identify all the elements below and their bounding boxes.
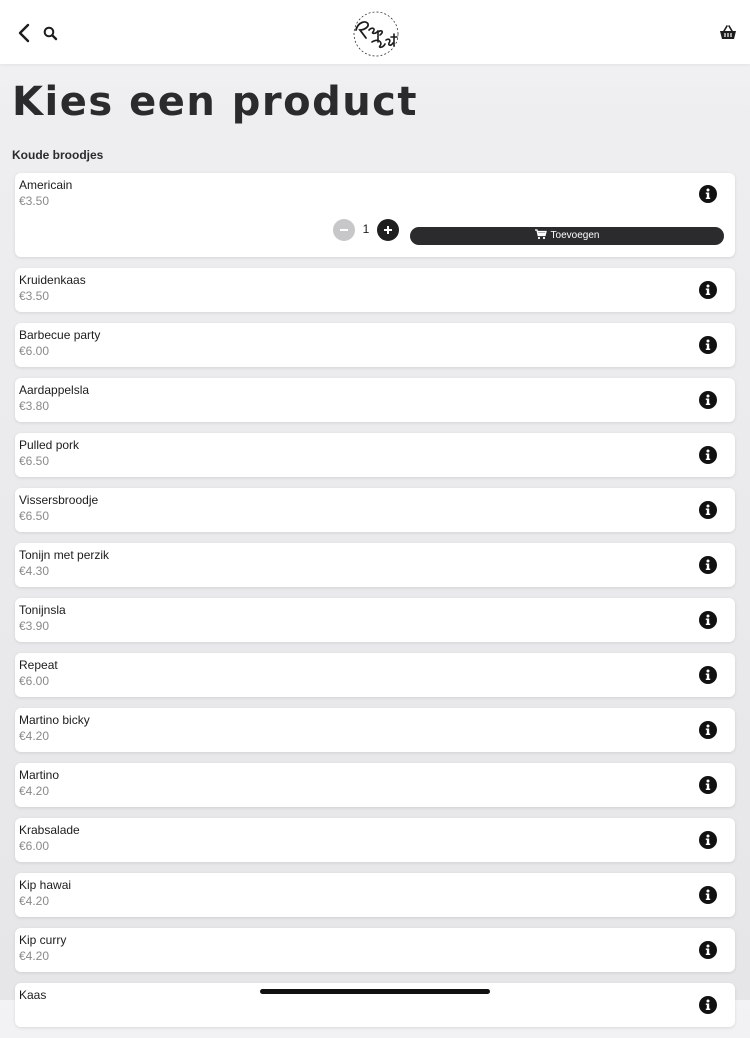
product-price: €3.80: [19, 399, 50, 413]
product-card[interactable]: [15, 173, 735, 257]
section-title: Koude broodjes: [12, 148, 104, 162]
info-icon[interactable]: [699, 336, 717, 354]
product-name: Tonijn met perzik: [19, 548, 110, 562]
search-icon[interactable]: [42, 25, 60, 43]
product-card[interactable]: [15, 323, 735, 367]
product-card[interactable]: [15, 598, 735, 642]
product-price: €4.30: [19, 564, 50, 578]
product-list: [15, 173, 735, 1038]
quantity-minus-button[interactable]: [333, 219, 355, 241]
product-name: Tonijnsla: [19, 603, 66, 617]
info-icon[interactable]: [699, 556, 717, 574]
info-icon[interactable]: [699, 185, 717, 203]
product-card[interactable]: [15, 653, 735, 697]
product-name: Kruidenkaas: [19, 273, 86, 287]
product-card[interactable]: [15, 378, 735, 422]
product-name: Barbecue party: [19, 328, 101, 342]
product-price: €4.20: [19, 784, 50, 798]
chevron-left-icon[interactable]: [14, 22, 34, 44]
product-card[interactable]: [15, 928, 735, 972]
product-name: Krabsalade: [19, 823, 80, 837]
basket-icon[interactable]: [718, 24, 738, 42]
product-card[interactable]: [15, 873, 735, 917]
product-price: €3.90: [19, 619, 50, 633]
product-card[interactable]: [15, 763, 735, 807]
product-name: Kaas: [19, 988, 47, 1002]
product-price: €6.50: [19, 454, 50, 468]
product-name: Kip hawai: [19, 878, 72, 892]
product-name: Kip curry: [19, 933, 67, 947]
info-icon[interactable]: [699, 281, 717, 299]
info-icon[interactable]: [699, 501, 717, 519]
product-card[interactable]: [15, 433, 735, 477]
product-name: Americain: [19, 178, 73, 192]
repeat-logo[interactable]: [350, 8, 402, 60]
add-to-cart-label: Toevoegen: [550, 230, 600, 241]
product-price: €6.00: [19, 344, 50, 358]
add-to-cart-button[interactable]: [410, 227, 724, 245]
info-icon[interactable]: [699, 996, 717, 1014]
info-icon[interactable]: [699, 446, 717, 464]
quantity-plus-button[interactable]: [377, 219, 399, 241]
home-indicator: [260, 989, 490, 994]
product-price: €6.00: [19, 839, 50, 853]
info-icon[interactable]: [699, 776, 717, 794]
product-name: Martino: [19, 768, 60, 782]
product-price: €4.20: [19, 949, 50, 963]
info-icon[interactable]: [699, 831, 717, 849]
product-card[interactable]: [15, 268, 735, 312]
product-card[interactable]: [15, 708, 735, 752]
product-price: €4.20: [19, 894, 50, 908]
info-icon[interactable]: [699, 721, 717, 739]
product-card[interactable]: [15, 488, 735, 532]
info-icon[interactable]: [699, 391, 717, 409]
product-name: Martino bicky: [19, 713, 90, 727]
product-price: €6.50: [19, 509, 50, 523]
info-icon[interactable]: [699, 941, 717, 959]
quantity-value: 1: [362, 222, 370, 236]
info-icon[interactable]: [699, 666, 717, 684]
info-icon[interactable]: [699, 611, 717, 629]
product-price: €6.00: [19, 674, 50, 688]
info-icon[interactable]: [699, 886, 717, 904]
page-title: Kies een product: [12, 79, 419, 125]
product-name: Pulled pork: [19, 438, 80, 452]
product-name: Vissersbroodje: [19, 493, 99, 507]
product-price: €3.50: [19, 194, 50, 208]
product-price: €4.20: [19, 729, 50, 743]
product-name: Aardappelsla: [19, 383, 90, 397]
product-card[interactable]: [15, 543, 735, 587]
top-bar: [0, 0, 750, 64]
product-price: €3.50: [19, 289, 50, 303]
product-card[interactable]: [15, 818, 735, 862]
cart-icon: [535, 229, 547, 240]
product-name: Repeat: [19, 658, 58, 672]
